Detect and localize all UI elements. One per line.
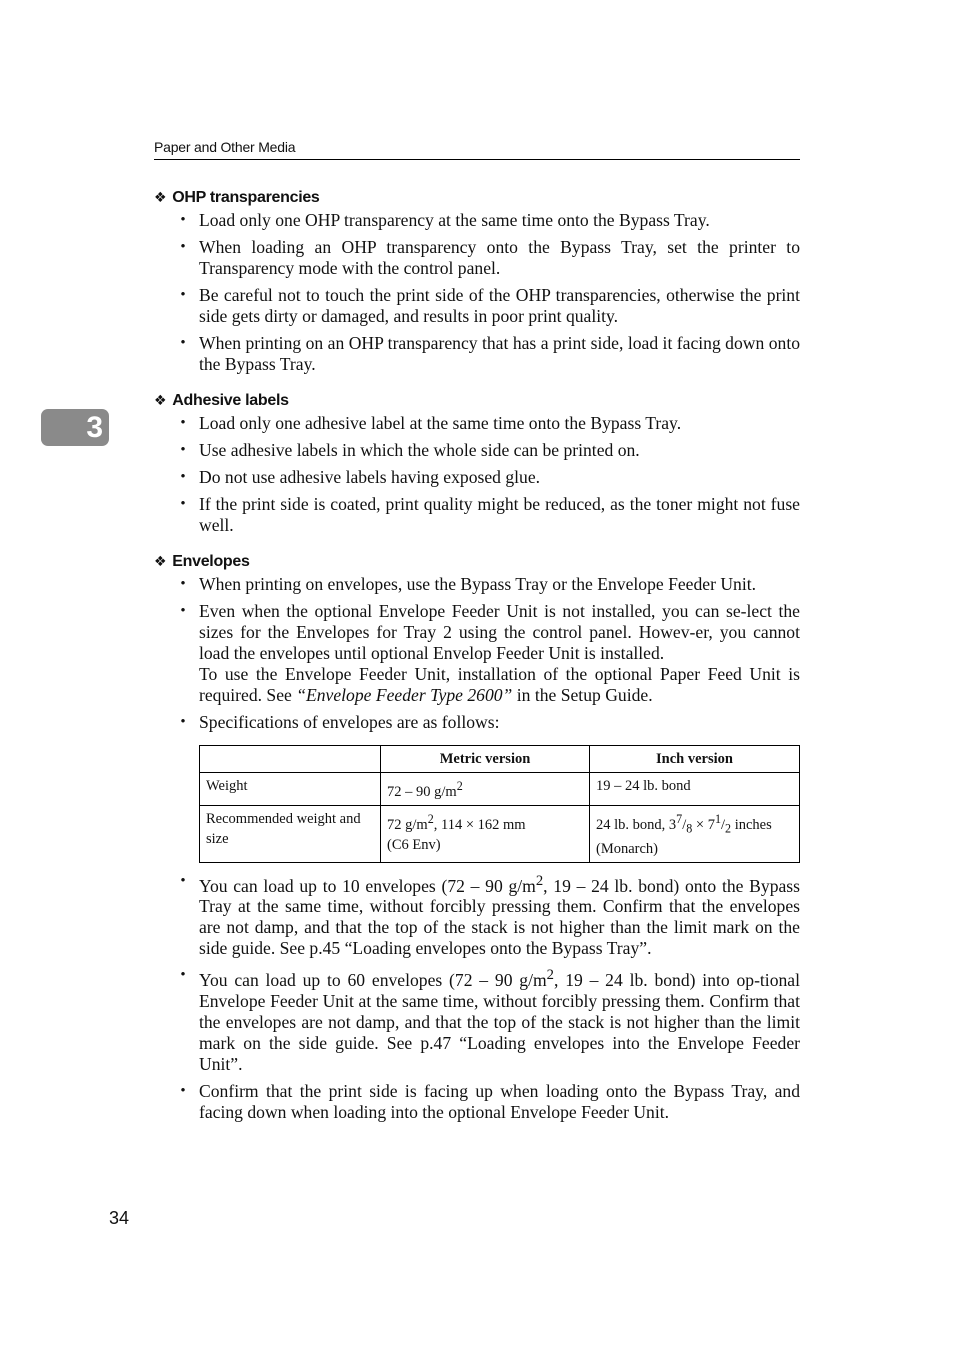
bullet-dot-icon: • (180, 714, 186, 730)
cell-text: (Monarch) (596, 840, 659, 857)
envelopes-list (154, 574, 800, 733)
row-label-weight: Weight (200, 773, 381, 806)
list-item (154, 237, 800, 279)
bullet-dot-icon: • (180, 496, 186, 512)
cell-text: , 114 × 162 mm (433, 816, 526, 833)
list-item (154, 574, 800, 595)
chapter-tab: 3 (41, 409, 109, 446)
section-title: OHP transparencies (172, 189, 320, 206)
section-title: Envelopes (172, 553, 250, 570)
list-item-text: Use adhesive labels in which the whole side can be printed on. (199, 440, 640, 460)
cell-text: 72 g/m (387, 816, 428, 833)
continuation-text: To use the Envelope Feeder Unit, installation of the optional Paper Feed Unit is required. See (199, 664, 800, 705)
bullet-dot-icon: • (180, 967, 186, 984)
bullet-dot-icon: • (180, 415, 186, 431)
table-header-row (200, 746, 800, 773)
list-item (154, 965, 800, 1075)
fraction-slash: / (682, 816, 687, 833)
running-header: Paper and Other Media (154, 139, 296, 155)
bullet-dot-icon: • (180, 872, 186, 889)
envelope-spec-table (199, 745, 800, 863)
list-item-text: When printing on envelopes, use the Bypass Tray or the Envelope Feeder Unit. (199, 574, 757, 594)
diamond-ornament-icon: ❖ (154, 392, 167, 408)
subscript: 8 (686, 821, 693, 836)
list-item (154, 1081, 800, 1123)
superscript: 7 (676, 811, 683, 826)
list-item-text: If the print side is coated, print quality might be reduced, as the toner might not fuse well. (199, 494, 800, 535)
superscript: 2 (535, 872, 544, 889)
continuation-text-end: in the Setup Guide. (512, 685, 653, 705)
superscript: 2 (427, 811, 434, 826)
list-item (154, 413, 800, 434)
superscript: 2 (546, 967, 554, 984)
list-item (154, 467, 800, 488)
diamond-ornament-icon: ❖ (154, 189, 167, 205)
ohp-list (154, 210, 800, 375)
list-item-text: Load only one OHP transparency at the same time onto the Bypass Tray. (199, 210, 710, 230)
cell-size-inch (590, 805, 800, 862)
list-item-text: Load only one adhesive label at the same time onto the Bypass Tray. (199, 413, 682, 433)
bullet-dot-icon: • (180, 335, 186, 351)
cell-weight-inch: 19 – 24 lb. bond (590, 773, 800, 806)
cross-reference: “Envelope Feeder Type 2600” (296, 685, 513, 705)
row-label-size: Recommended weight and size (200, 805, 381, 862)
labels-list (154, 413, 800, 536)
list-item-text: You can load up to 60 envelopes (72 – 90 g/m (199, 970, 547, 991)
cell-text: inches (731, 816, 772, 833)
bullet-dot-icon: • (180, 212, 186, 228)
table-header-metric: Metric version (381, 746, 590, 773)
bullet-dot-icon: • (180, 576, 186, 592)
cell-text: (C6 Env) (387, 836, 441, 853)
cell-text: 24 lb. bond, 3 (596, 816, 677, 833)
list-item-text: Specifications of envelopes are as follows: (199, 712, 500, 732)
cell-text: 72 – 90 g/m (387, 783, 457, 800)
table-header-cell (200, 746, 381, 773)
subscript: 2 (725, 821, 732, 836)
cell-size-metric (381, 805, 590, 862)
list-item (154, 440, 800, 461)
list-item-text: Do not use adhesive labels having exposed glue. (199, 467, 541, 487)
list-item-text: Be careful not to touch the print side of the OHP transparencies, otherwise the print side gets dirty or damaged, and results in poor print quality. (199, 285, 800, 326)
list-item (154, 333, 800, 375)
bullet-dot-icon: • (180, 603, 186, 619)
table-row (200, 805, 800, 862)
diamond-ornament-icon: ❖ (154, 553, 167, 569)
table-row (200, 773, 800, 806)
list-item-text: , 19 – 24 lb. bond) into op-tional Envelope Feeder Unit at the same time, without forcibly pressing them. Confirm that the envelopes are not damp, and that the top of the stack is not higher than the limit mark on the side guide. See p.47 “Loading envelopes into the Envelope Feeder Unit”. (199, 970, 800, 1075)
page-content (154, 184, 800, 1135)
list-item-text: When loading an OHP transparency onto the Bypass Tray, set the printer to Transparency mode with the control panel. (199, 237, 800, 278)
bullet-dot-icon: • (180, 469, 186, 485)
list-item-text: Confirm that the print side is facing up when loading onto the Bypass Tray, and facing down when loading into the optional Envelope Feeder Unit. (199, 1081, 800, 1123)
page-number: 34 (109, 1208, 130, 1228)
list-item (154, 285, 800, 327)
list-item-text: When printing on an OHP transparency that has a print side, load it facing down onto the Bypass Tray. (199, 333, 800, 374)
bullet-dot-icon: • (180, 239, 186, 255)
section-title: Adhesive labels (172, 392, 289, 409)
list-item (154, 210, 800, 231)
list-item (154, 494, 800, 536)
list-item-text: Even when the optional Envelope Feeder Unit is not installed, you can se-lect the sizes for the Envelopes for Tray 2 using the control panel. Howev-er, you cannot load the envelopes until optional Envelop Feeder Unit is installed. (199, 601, 800, 663)
table-header-inch: Inch version (590, 746, 800, 773)
section-heading-envelopes (154, 548, 800, 574)
list-item-text: You can load up to 10 envelopes (72 – 90 g/m (199, 875, 536, 896)
header-rule (154, 159, 800, 160)
list-item (154, 712, 800, 733)
bullet-dot-icon: • (180, 287, 186, 303)
bullet-dot-icon: • (180, 442, 186, 458)
cell-text: × 7 (692, 816, 715, 833)
superscript: 1 (714, 811, 722, 826)
list-item-text: , 19 – 24 lb. bond) onto the Bypass Tray at the same time, without forcibly pressing them. Confirm that the envelopes are not damp, and that the top of the stack is not higher than the limit mark on the side guide. See p.45 “Loading envelopes onto the Bypass Tray”. (199, 875, 800, 959)
list-item (154, 601, 800, 706)
list-item-continuation (199, 664, 800, 706)
list-item (154, 871, 800, 960)
bullet-dot-icon: • (180, 1083, 186, 1100)
section-heading-ohp (154, 184, 800, 210)
section-heading-labels (154, 387, 800, 413)
cell-weight-metric (381, 773, 590, 806)
superscript: 2 (456, 779, 463, 793)
envelopes-list-continued (154, 871, 800, 1124)
fraction-slash: / (721, 816, 726, 833)
